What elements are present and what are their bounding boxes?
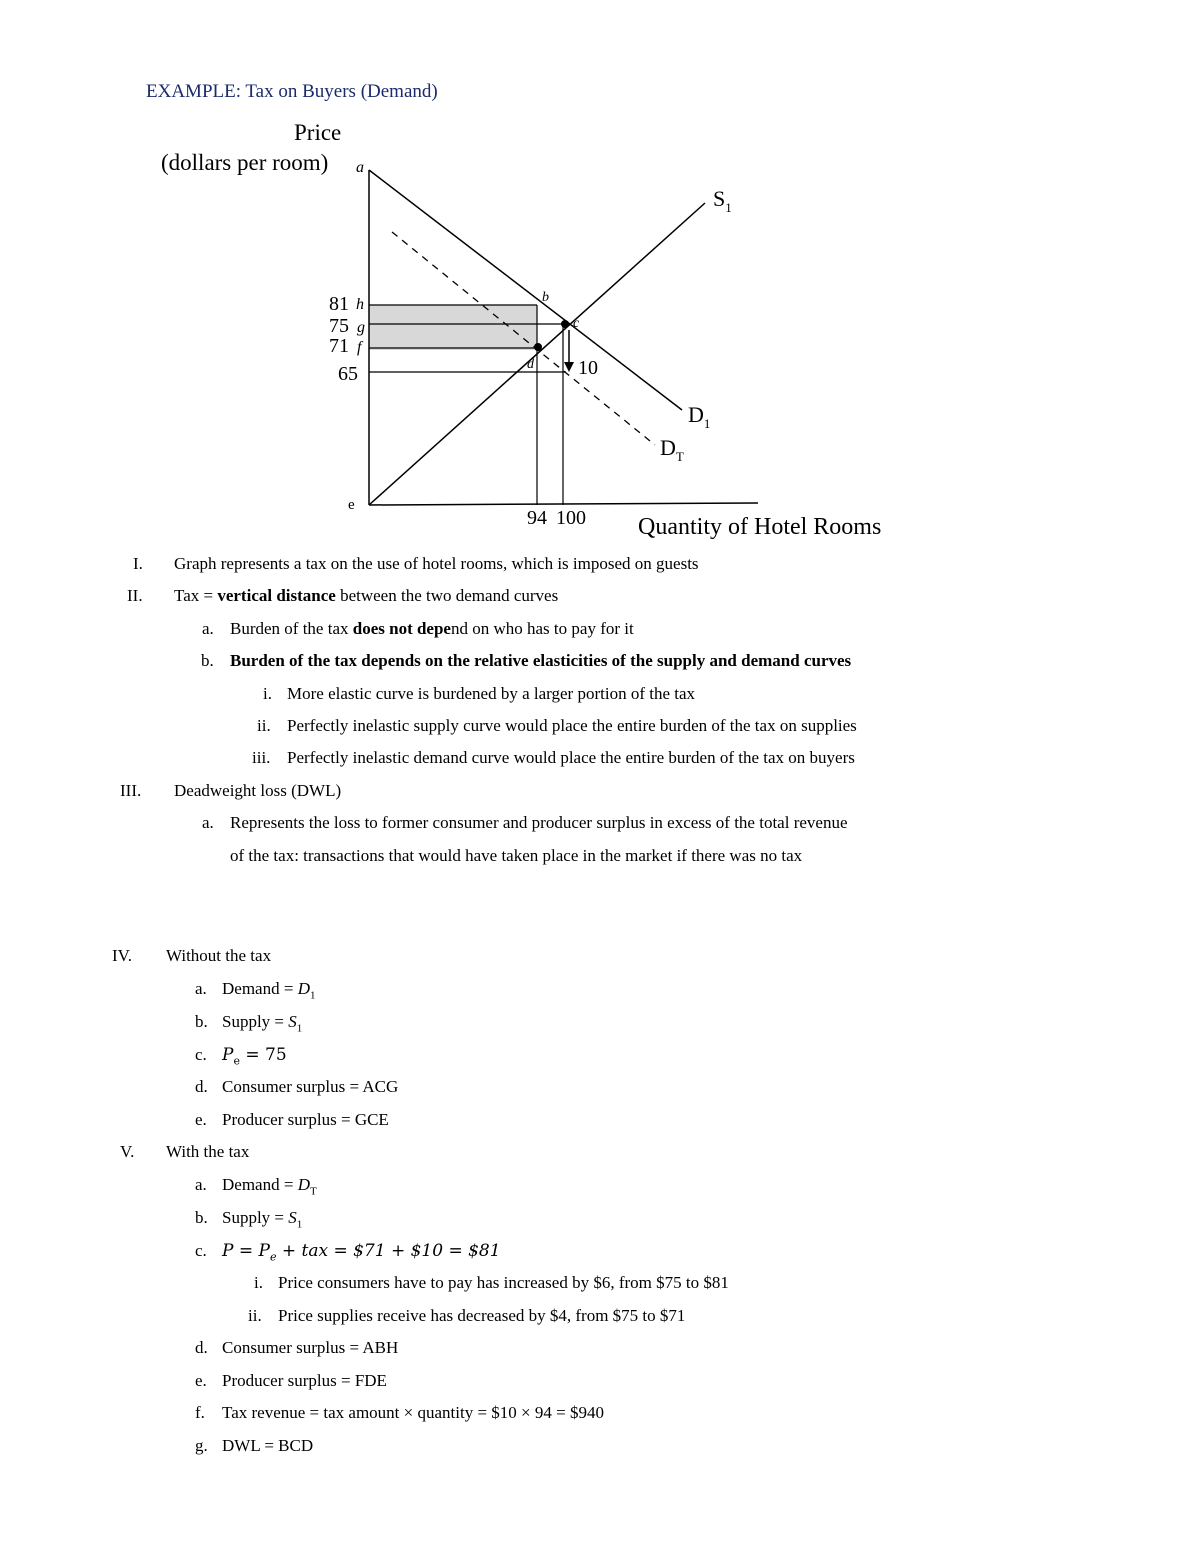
outline-num-IV: IV.: [112, 946, 132, 965]
outline-IVa: Demand = $D_1$: [222, 979, 316, 1002]
outline-Va: Demand = $D_T$: [222, 1175, 317, 1198]
tax-revenue-area: [369, 305, 537, 350]
outline-I: Graph represents a tax on the use of hotel rooms, which is imposed on guests: [174, 554, 699, 573]
outline-num-IIbii: ii.: [257, 716, 271, 735]
outline-III: Deadweight loss (DWL): [174, 781, 342, 800]
page-title: EXAMPLE: Tax on Buyers (Demand): [146, 81, 438, 102]
outline-IIb: Burden of the tax depends on the relative elasticities of the supply and demand curves: [230, 651, 852, 670]
outline-num-II: II.: [127, 586, 143, 605]
outline-num-V: V.: [120, 1142, 135, 1161]
label-e: e: [348, 497, 355, 513]
y-tick-71: 71: [329, 335, 349, 357]
outline-Vd: Consumer surplus = ABH: [222, 1338, 399, 1357]
outline-num-Vd: d.: [195, 1338, 208, 1357]
outline-IIbii: Perfectly inelastic supply curve would place the entire burden of the tax on supplies: [287, 716, 857, 735]
x-tick-94: 94: [527, 507, 547, 529]
outline-num-III: III.: [120, 781, 142, 800]
outline-num-IVc: c.: [195, 1045, 207, 1064]
outline-IVd: Consumer surplus = ACG: [222, 1077, 399, 1096]
outline-IIIa-cont: of the tax: transactions that would have taken place in the market if there was no tax: [230, 846, 803, 865]
outline-IVb: Supply = $S_1$: [222, 1012, 303, 1035]
outline-num-Vci: i.: [254, 1273, 263, 1292]
label-f: f: [357, 339, 362, 356]
tax-amount-label: 10: [578, 357, 598, 379]
outline-IIIa: Represents the loss to former consumer and producer surplus in excess of the total revenue: [230, 813, 848, 832]
point-d: [534, 343, 542, 351]
outline-num-Vb: b.: [195, 1208, 208, 1227]
tax-arrow-head: [564, 362, 574, 372]
label-h: h: [356, 296, 364, 313]
demand-curve-d1: [369, 170, 682, 410]
outline-IVc: $P_e = 75$: [222, 1045, 287, 1068]
outline-Vcii: Price supplies receive has decreased by $4, from $75 to $71: [278, 1306, 686, 1325]
label-d: d: [527, 357, 534, 372]
point-c: [561, 320, 569, 328]
y-tick-65: 65: [338, 363, 358, 385]
outline-IV: Without the tax: [166, 946, 272, 965]
outline-V: With the tax: [166, 1142, 250, 1161]
outline-num-IIb: b.: [201, 651, 214, 670]
outline-Vci: Price consumers have to pay has increased by $6, from $75 to $81: [278, 1273, 729, 1292]
outline-num-IVa: a.: [195, 979, 207, 998]
outline-num-IVb: b.: [195, 1012, 208, 1031]
x-tick-100: 100: [556, 507, 586, 529]
y-axis-label-line1: Price: [294, 120, 342, 145]
x-axis-label: Quantity of Hotel Rooms: [638, 514, 882, 540]
label-a: a: [356, 159, 364, 176]
outline-num-IVe: e.: [195, 1110, 207, 1129]
outline-Vc: $P = P_e$ + tax = $71 + $10 = $81: [222, 1241, 501, 1264]
outline-num-I: I.: [133, 554, 143, 573]
outline-II: Tax = vertical distance between the two demand curves: [174, 586, 559, 605]
outline-IVe: Producer surplus = GCE: [222, 1110, 389, 1129]
y-tick-81: 81: [329, 293, 349, 315]
label-b: b: [542, 290, 549, 305]
outline-IIbi: More elastic curve is burdened by a larger portion of the tax: [287, 684, 696, 703]
outline-Vb: Supply = $S_1$: [222, 1208, 303, 1231]
tax-incidence-chart: [0, 0, 1200, 545]
outline-Ve: Producer surplus = FDE: [222, 1371, 387, 1390]
label-g: g: [357, 319, 365, 336]
outline-num-Ve: e.: [195, 1371, 207, 1390]
curve-label-dt: $D_T$: [660, 435, 684, 464]
outline-Vg: DWL = BCD: [222, 1436, 314, 1455]
outline-num-Vcii: ii.: [248, 1306, 262, 1325]
outline-num-IIIa: a.: [202, 813, 214, 832]
outline-IIa: Burden of the tax does not depend on who has to pay for it: [230, 619, 634, 638]
curve-label-s1: $S_1$: [713, 186, 732, 215]
curve-label-d1: $D_1$: [688, 402, 711, 431]
outline-Vf: Tax revenue = tax amount × quantity = $10 × 94 = $940: [222, 1403, 604, 1422]
outline-num-IVd: d.: [195, 1077, 208, 1096]
outline-num-Vg: g.: [195, 1436, 208, 1455]
outline-num-IIbiii: iii.: [252, 748, 271, 767]
y-tick-75: 75: [329, 315, 349, 337]
outline-IIbiii: Perfectly inelastic demand curve would place the entire burden of the tax on buyers: [287, 748, 855, 767]
label-c: c: [573, 316, 580, 331]
outline-num-IIa: a.: [202, 619, 214, 638]
outline-num-IIbi: i.: [263, 684, 272, 703]
y-axis-label-line2: (dollars per room): [161, 150, 329, 175]
outline-num-Va: a.: [195, 1175, 207, 1194]
outline-num-Vc: c.: [195, 1241, 207, 1260]
outline-num-Vf: f.: [195, 1403, 205, 1422]
